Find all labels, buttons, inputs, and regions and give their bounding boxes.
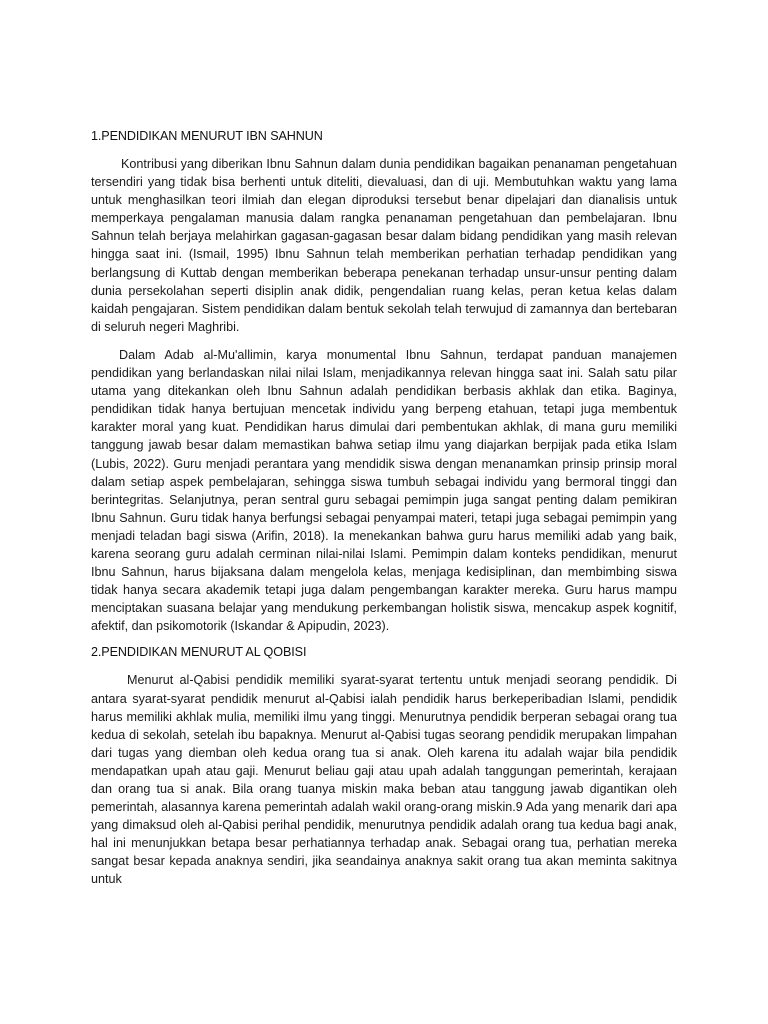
paragraph-ibn-sahnun-2: Dalam Adab al-Mu'allimin, karya monumental Ibnu Sahnun, terdapat panduan manajemen pendidikan yang berlandaskan nilai nilai Islam, menjadikannya relevan hingga saat ini. Salah satu pilar utama yang ditekankan oleh Ibnu Sahnun adalah pendidikan berbasis akhlak dan etika. Baginya, pendidikan tidak hanya bertujuan mencetak individu yang berpeng etahuan, tetapi juga membentuk karakter moral yang kuat. Pendidikan harus dimulai dari pembentukan akhlak, di mana guru memiliki tanggung jawab besar dalam memastikan bahwa setiap ilmu yang diajarkan berpijak pada etika Islam (Lubis, 2022). Guru menjadi perantara yang mendidik siswa dengan menanamkan prinsip prinsip moral dalam setiap aspek pembelajaran, sehingga siswa tumbuh sebagai individu yang bermoral tinggi dan berintegritas. Selanjutnya, peran sentral guru sebagai pemimpin juga sangat penting dalam pemikiran Ibnu Sahnun. Guru tidak hanya berfungsi sebagai penyampai materi, tetapi juga sebagai pemimpin yang menjadi teladan bagi siswa (Arifin, 2018). Ia menekankan bahwa guru harus memiliki adab yang baik, karena seorang guru adalah cerminan nilai-nilai Islami. Pemimpin dalam konteks pendidikan, menurut Ibnu Sahnun, harus bijaksana dalam mengelola kelas, menjaga kedisiplinan, dan membimbing siswa tidak hanya secara akademik tetapi juga dalam pengembangan karakter mereka. Guru harus mampu menciptakan suasana belajar yang mendukung perkembangan holistik siswa, mencakup aspek kognitif, afektif, dan psikomotorik (Iskandar & Apipudin, 2023). <box>91 347 677 634</box>
section-heading-ibn-sahnun: 1.PENDIDIKAN MENURUT IBN SAHNUN <box>91 129 323 143</box>
paragraph-ibn-sahnun-1: Kontribusi yang diberikan Ibnu Sahnun dalam dunia pendidikan bagaikan penanaman pengetahuan tersendiri yang tidak bisa berhenti untuk diteliti, dievaluasi, dan di uji. Membutuhkan waktu yang lama untuk menghasilkan teori ilmiah dan elegan diproduksi tersebut benar dipelajari dan dianalisis untuk memperkaya pengalaman manusia dalam rangka penanaman pengetahuan dan pembelajaran. Ibnu Sahnun telah berjaya melahirkan gagasan-gagasan besar dalam bidang pendidikan yang masih relevan hingga saat ini. (Ismail, 1995) Ibnu Sahnun telah memberikan perhatian terhadap pendidikan yang berlangsung di Kuttab dengan memberikan beberapa penekanan terhadap unsur-unsur penting dalam dunia persekolahan seperti disiplin anak didik, pengendalian ruang kelas, peran ketua kelas dalam kaidah pengajaran. Sistem pendidikan dalam bentuk sekolah telah terwujud di zamannya dan bertebaran di seluruh negeri Maghribi. <box>91 157 677 334</box>
paragraph-al-qobisi-1: Menurut al-Qabisi pendidik memiliki syarat-syarat tertentu untuk menjadi seorang pendidik. Di antara syarat-syarat pendidik menurut al-Qabisi ialah pendidik harus berkeperibadian Islami, pendidik harus memiliki akhlak mulia, memiliki ilmu yang tinggi. Menurutnya pendidik berperan sebagai orang tua kedua di sekolah, setelah ibu bapaknya. Menurut al-Qabisi tugas seorang pendidik merupakan limpahan dari tugas yang diemban oleh kedua orang tua si anak. Oleh karena itu adalah wajar bila pendidik mendapatkan upah atau gaji. Menurut beliau gaji atau upah adalah tanggungan pemerintah, kerajaan dan orang tua si anak. Bila orang tuanya miskin maka beban atau tanggung jawab digantikan oleh pemerintah, alasannya karena pemerintah adalah wakil orang-orang miskin.9 Ada yang menarik dari apa yang dimaksud oleh al-Qabisi perihal pendidik, menurutnya pendidik adalah orang tua kedua bagi anak, hal ini menunjukkan betapa besar perhatiannya terhadap anak. Sebagai orang tua, perhatian mereka sangat besar kepada anaknya sendiri, jika seandainya anaknya sakit orang tua akan meminta sakitnya untuk <box>91 673 677 887</box>
document-page <box>91 127 677 889</box>
section-heading-al-qobisi: 2.PENDIDIKAN MENURUT AL QOBISI <box>91 645 307 660</box>
